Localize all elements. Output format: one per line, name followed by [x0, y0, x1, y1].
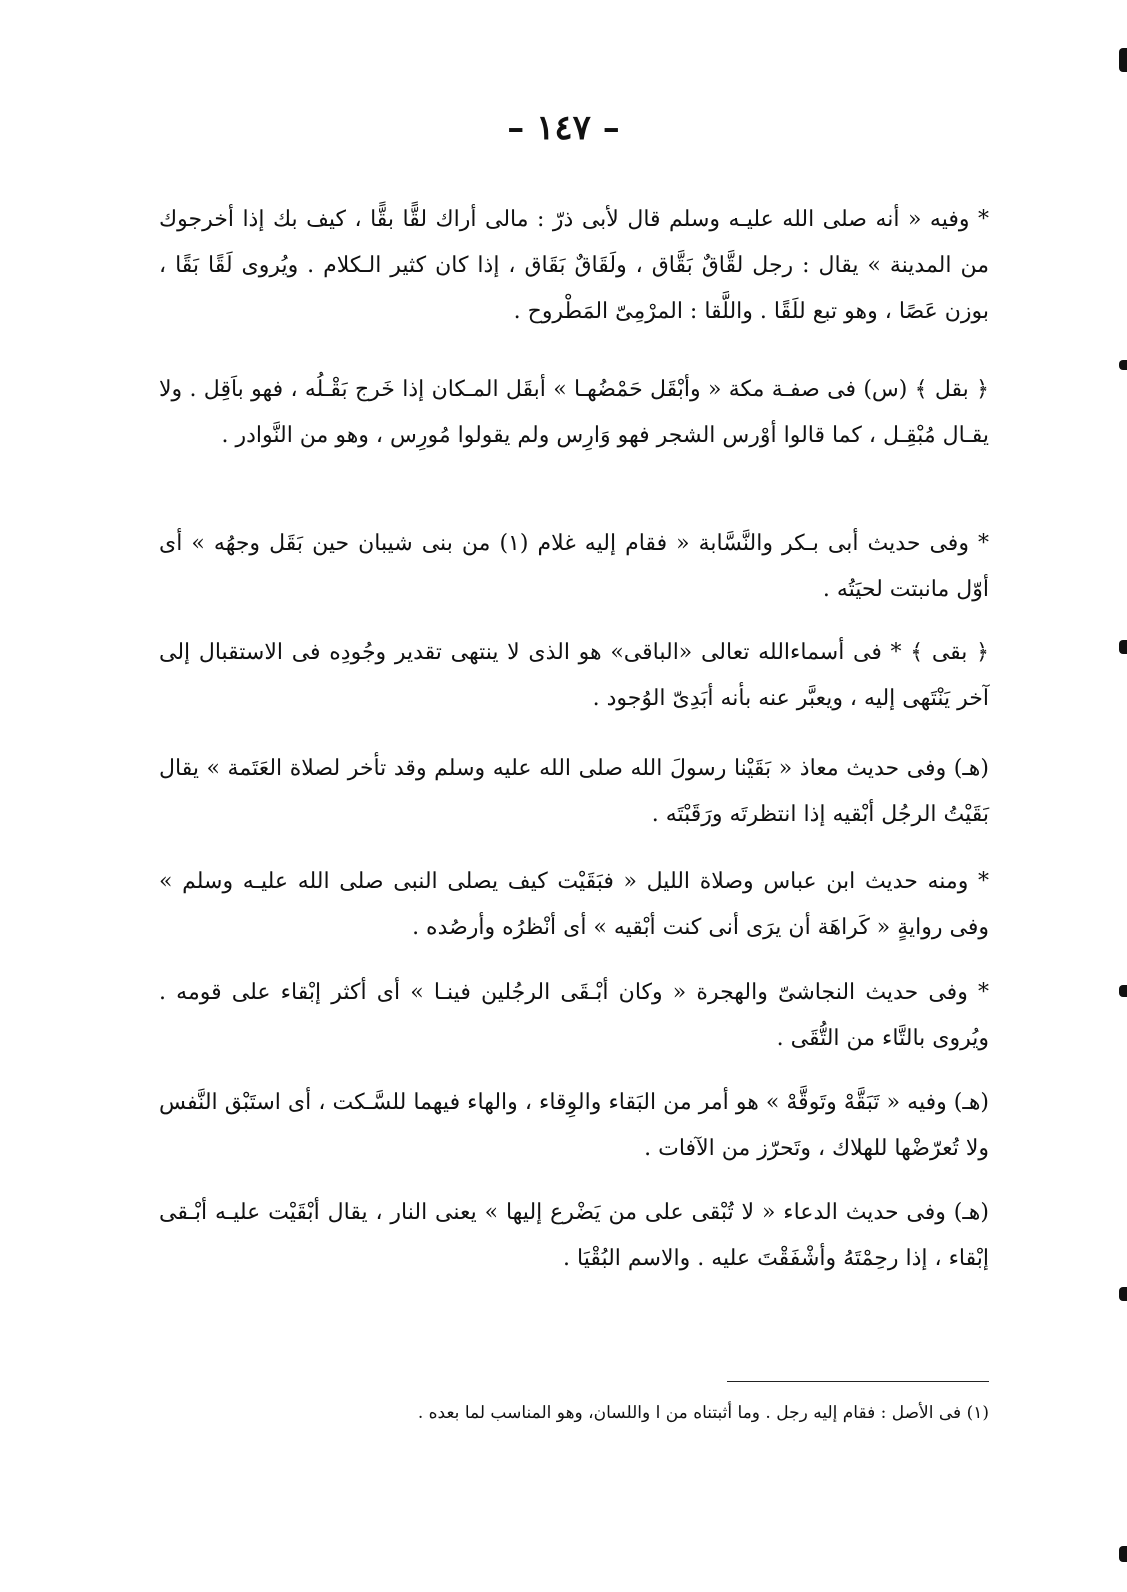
paragraph-tabaqqah: (هـ) وفيه « تَبَقَّهْ وتَوقَّهْ » هو أمر من البَقاء والوِقاء ، والهاء فيهما للسَّـكت ، أى استَبْق النَّفس ولا تُعرّضْها للهلاك ، وتَحرّز من الآفات .: [159, 1090, 989, 1161]
page-edge-mark: [1119, 1546, 1127, 1562]
page-edge-mark: [1119, 640, 1127, 654]
footnote: (١) فى الأصل : فقام إليه رجل . وما أثبتناه من ا واللسان، وهو المناسب لما بعده .: [417, 1403, 989, 1423]
page-edge-mark: [1119, 1287, 1127, 1301]
paragraph-laqq: * وفيه « أنه صلى الله عليـه وسلم قال لأبى ذرّ : مالى أراك لقًّا بقًّا ، كيف بك إذا أخرجوك من المدينة » يقال : رجل لقَّاقٌ بَقَّاق ، ولَقَاقٌ بَقَاق ، إذا كان كثير الـكلام . ويُروى لَقًا بَقًا ، بوزن عَصًا ، وهو تبع للَقًا . واللَّقا : المرْمِىّ المَطْروح .: [159, 207, 989, 324]
paragraph-najashi: * وفى حديث النجاشىّ والهجرة « وكان أبْـقَى الرجُلين فينـا » أى أكثر إبْقاء على قومه . ويُروى بالتَّاء من التُّقَى .: [159, 980, 989, 1051]
paragraph-baql: ﴿ بقل ﴾ (س) فى صفـة مكة « وأبْقَل حَمْضُهـا » أبقَل المـكان إذا خَرج بَقْـلُه ، فهو باَقِل . ولا يقـال مُبْقِـل ، كما قالوا أوْرس الشجر فهو وَارِس ولم يقولوا مُورِس ، وهو من النَّوادر .: [159, 377, 989, 448]
page-number: – ١٤٧ –: [507, 108, 620, 148]
paragraph-baqa: ﴿ بقى ﴾ * فى أسماءالله تعالى «الباقى» هو الذى لا ينتهى تقدير وجُودِه فى الاستقبال إلى آخر يَنْتَهى إليه ، ويعبَّر عنه بأنه أبَدِىّ الوُجود .: [159, 640, 989, 711]
paragraph-ibn-abbas: * ومنه حديث ابن عباس وصلاة الليل « فبَقَيْت كيف يصلى النبى صلى الله عليـه وسلم » وفى روايةٍ « كَراهَة أن يرَى أنى كنت أبْقيه » أى أنْظرُه وأرصُده .: [159, 869, 989, 940]
paragraph-abu-bakr: * وفى حديث أبى بـكر والنَّسَّابة « فقام إليه غلام (١) من بنى شيبان حين بَقَل وجهُه » أى أوّل مانبتت لحيَتُه .: [159, 531, 989, 602]
paragraph-dua: (هـ) وفى حديث الدعاء « لا تُبْقى على من يَضْرع إليها » يعنى النار ، يقال أبْقَيْت عليـه أبْـقى إبْقاء ، إذا رحِمْتَهُ وأشْفَقْتَ عليه . والاسم البُقْيَا .: [159, 1200, 989, 1271]
footnote-divider: [727, 1381, 989, 1382]
paragraph-muadh: (هـ) وفى حديث معاذ « بَقَيْنا رسولَ الله صلى الله عليه وسلم وقد تأخر لصلاة العَتَمة » يقال بَقَيْتُ الرجُل أبْقيه إذا انتظرتَه ورَقَبْتَه .: [159, 756, 989, 827]
page-edge-mark: [1119, 985, 1127, 997]
page-edge-mark: [1119, 360, 1127, 370]
page-edge-mark: [1119, 48, 1127, 72]
